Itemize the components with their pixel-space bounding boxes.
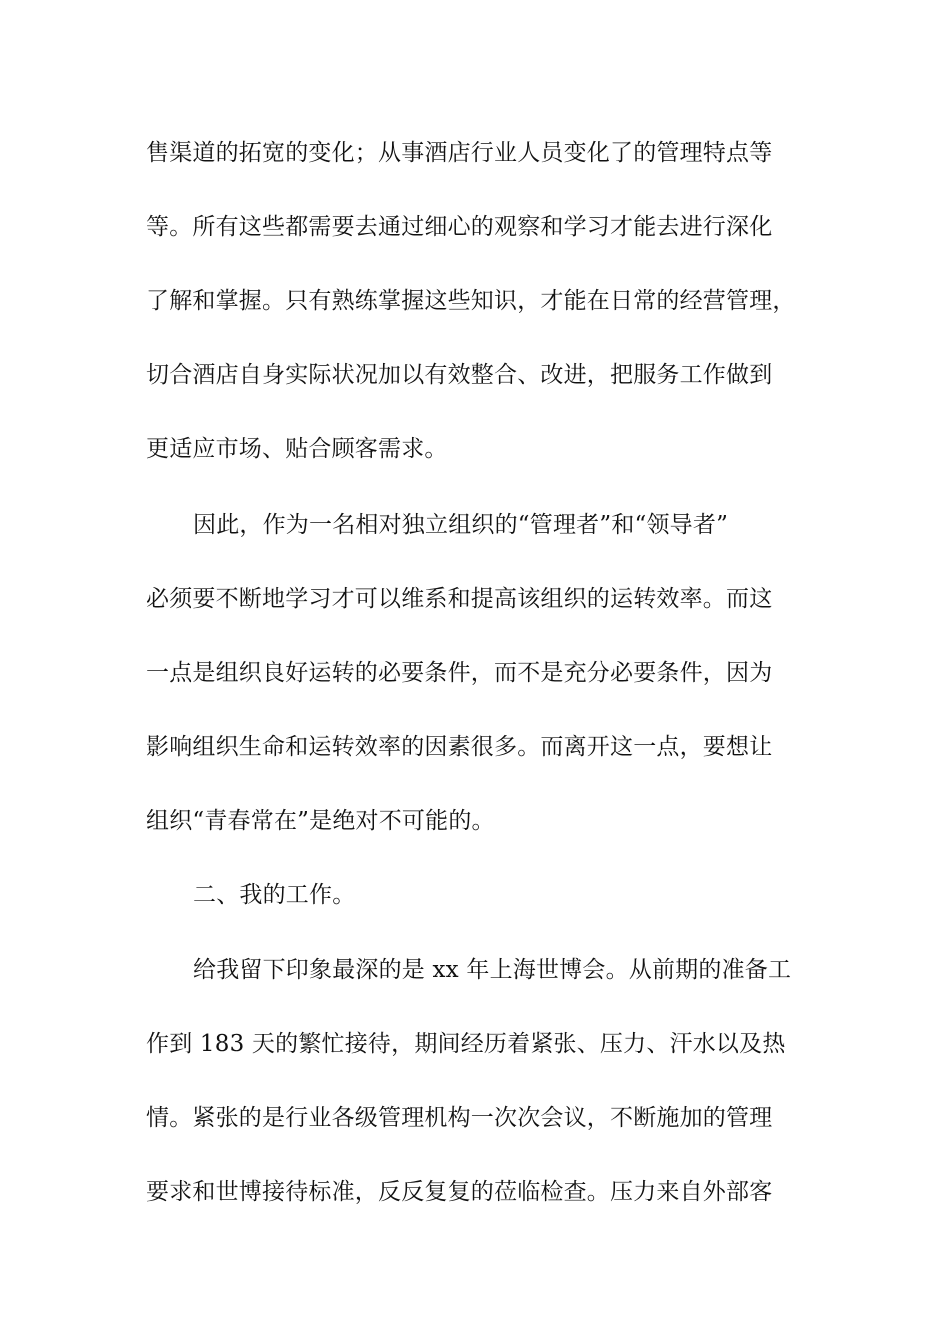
text-line: 影响组织生命和运转效率的因素很多。而离开这一点，要想让 bbox=[146, 734, 773, 760]
text-line: 要求和世博接待标准，反反复复的莅临检查。压力来自外部客 bbox=[146, 1179, 773, 1205]
section-heading: 二、我的工作。 bbox=[193, 882, 356, 908]
text-line: 了解和掌握。只有熟练掌握这些知识，才能在日常的经营管理， bbox=[146, 288, 796, 314]
text-line: 作到 183 天的繁忙接待，期间经历着紧张、压力、汗水以及热 bbox=[146, 1031, 786, 1057]
text-line: 一点是组织良好运转的必要条件，而不是充分必要条件，因为 bbox=[146, 660, 773, 686]
paragraph-start-line: 因此，作为一名相对独立组织的“管理者”和“领导者” bbox=[193, 512, 729, 538]
text-line: 售渠道的拓宽的变化；从事酒店行业人员变化了的管理特点等 bbox=[146, 140, 773, 166]
text-line: 必须要不断地学习才可以维系和提高该组织的运转效率。而这 bbox=[146, 586, 773, 612]
text-line: 等。所有这些都需要去通过细心的观察和学习才能去进行深化 bbox=[146, 214, 773, 240]
text-line: 更适应市场、贴合顾客需求。 bbox=[146, 436, 448, 462]
paragraph-start-line: 给我留下印象最深的是 xx 年上海世博会。从前期的准备工 bbox=[193, 957, 792, 983]
text-line: 切合酒店自身实际状况加以有效整合、改进，把服务工作做到 bbox=[146, 362, 773, 388]
text-line: 组织“青春常在”是绝对不可能的。 bbox=[146, 808, 495, 834]
text-line: 情。紧张的是行业各级管理机构一次次会议，不断施加的管理 bbox=[146, 1105, 773, 1131]
